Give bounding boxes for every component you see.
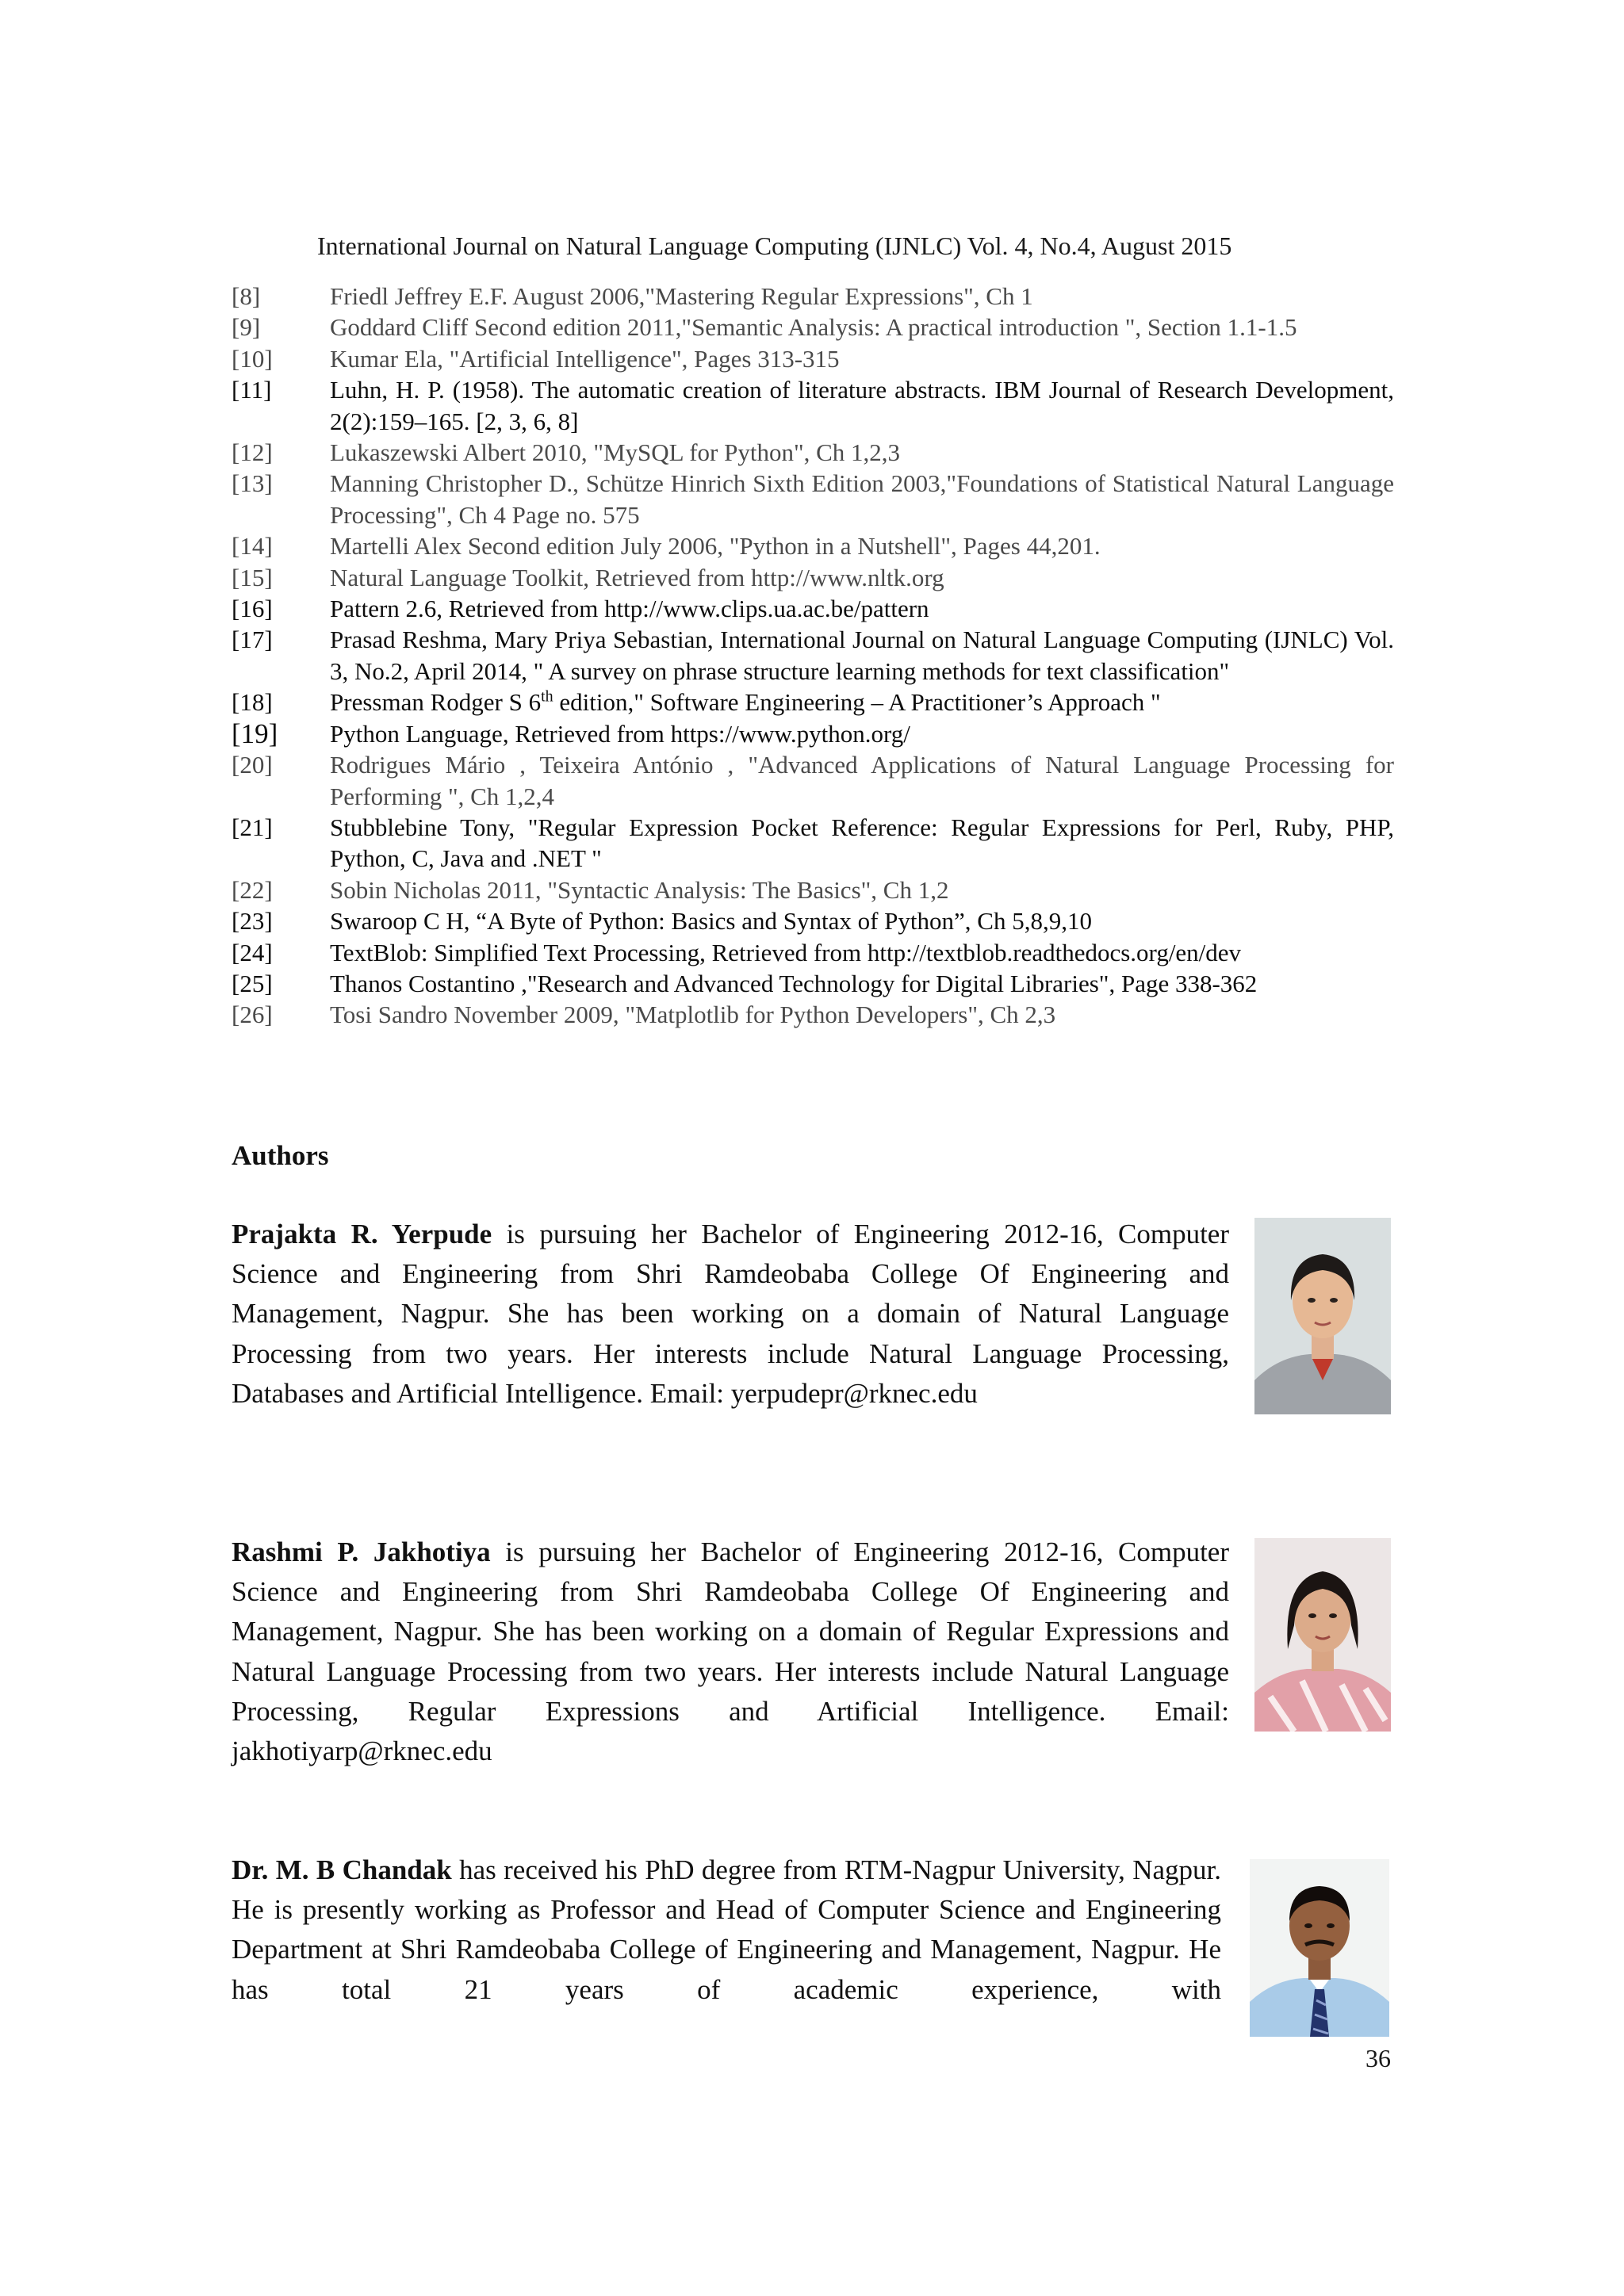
reference-text: Prasad Reshma, Mary Priya Sebastian, International Journal on Natural Language Computing (IJNLC) Vol. 3, No.2, April 2014, " A survey on phrase structure learning methods for text classification": [330, 626, 1394, 685]
reference-item: [232, 624, 1394, 687]
reference-text: Python Language, Retrieved from https://www.python.org/: [330, 719, 910, 748]
author-photo: [1250, 1859, 1389, 2037]
reference-item: [232, 593, 1394, 624]
reference-number: [20]: [232, 751, 273, 779]
author-bio-text: has received his PhD degree from RTM-Nagpur University, Nagpur. He is presently working as Professor and Head of Computer Science and Engineering Department at Shri Ramdeobaba College of Engineering and Management, Nagpur. He has total 21 years of academic experience, with: [232, 1854, 1221, 2005]
reference-item: [232, 968, 1394, 999]
reference-item: [232, 562, 1394, 593]
reference-number: [17]: [232, 626, 273, 654]
reference-number: [9]: [232, 313, 261, 342]
reference-text: Pattern 2.6, Retrieved from http://www.clips.ua.ac.be/pattern: [330, 595, 929, 623]
reference-item: [232, 749, 1394, 812]
reference-text: Tosi Sandro November 2009, "Matplotlib for Python Developers", Ch 2,3: [330, 1001, 1056, 1029]
reference-text: Thanos Costantino ,"Research and Advanced Technology for Digital Libraries", Page 338-362: [330, 969, 1258, 997]
reference-item: [232, 281, 1394, 312]
reference-item: [232, 999, 1394, 1030]
reference-number: [16]: [232, 595, 273, 623]
reference-item: [232, 687, 1394, 718]
reference-item: [232, 718, 1394, 749]
author-bio: [232, 1215, 1229, 1414]
reference-item: [232, 468, 1394, 530]
reference-number: [19]: [232, 718, 278, 749]
reference-text: Swaroop C H, “A Byte of Python: Basics and Syntax of Python”, Ch 5,8,9,10: [330, 907, 1092, 936]
author-bio-text: is pursuing her Bachelor of Engineering 2012-16, Computer Science and Engineering from Shri Ramdeobaba College Of Engineering and Management, Nagpur. She has been working on a domain of Natural Language Processing from two years. Her interests include Natural Language Processing, Databases and Artificial Intelligence. Email: yerpudepr@rknec.edu: [232, 1219, 1229, 1409]
reference-number: [21]: [232, 813, 273, 841]
reference-number: [23]: [232, 907, 273, 936]
reference-text: Rodrigues Mário , Teixeira António , "Advanced Applications of Natural Language Processing for Performing ", Ch 1,2,4: [330, 751, 1394, 810]
reference-text: Stubblebine Tony, "Regular Expression Pocket Reference: Regular Expressions for Perl, Ruby, PHP, Python, C, Java and .NET ": [330, 813, 1394, 873]
reference-number: [14]: [232, 532, 273, 561]
reference-text: Kumar Ela, "Artificial Intelligence", Pages 313-315: [330, 344, 840, 373]
reference-text: TextBlob: Simplified Text Processing, Retrieved from http://textblob.readthedocs.org/en/dev: [330, 938, 1242, 966]
superscript: th: [541, 687, 553, 706]
reference-item: [232, 437, 1394, 468]
reference-number: [10]: [232, 344, 273, 373]
author-bio-text: is pursuing her Bachelor of Engineering 2012-16, Computer Science and Engineering from Shri Ramdeobaba College Of Engineering and Management, Nagpur. She has been working on a domain of Regular Expressions and Natural Language Processing from two years. Her interests include Natural Language Processing, Regular Expressions and Artificial Intelligence. Email: jakhotiyarp@rknec.edu: [232, 1536, 1229, 1767]
running-header: International Journal on Natural Language Computing (IJNLC) Vol. 4, No.4, August 2015: [317, 232, 1232, 260]
reference-text: Manning Christopher D., Schütze Hinrich Sixth Edition 2003,"Foundations of Statistical Natural Language Processing", Ch 4 Page no. 575: [330, 469, 1394, 529]
reference-number: [18]: [232, 688, 273, 717]
reference-text-part: Pressman Rodger S 6: [330, 688, 542, 717]
page-number: 36: [1365, 2044, 1391, 2072]
reference-text-part: edition," Software Engineering – A Practitioner’s Approach ": [553, 688, 1161, 717]
reference-list: [232, 281, 1394, 1031]
reference-text: Friedl Jeffrey E.F. August 2006,"Mastering Regular Expressions", Ch 1: [330, 282, 1033, 310]
reference-number: [13]: [232, 469, 273, 498]
reference-number: [11]: [232, 376, 272, 404]
reference-text: Lukaszewski Albert 2010, "MySQL for Python", Ch 1,2,3: [330, 438, 901, 467]
author-photo: [1254, 1538, 1391, 1732]
author-name: Dr. M. B Chandak: [232, 1854, 452, 1885]
reference-item: [232, 937, 1394, 968]
reference-text: Sobin Nicholas 2011, "Syntactic Analysis: The Basics", Ch 1,2: [330, 875, 949, 904]
reference-item: [232, 812, 1394, 874]
reference-item: [232, 905, 1394, 936]
author-photo: [1254, 1218, 1391, 1414]
author-bio: [232, 1850, 1221, 2010]
reference-text: Luhn, H. P. (1958). The automatic creation of literature abstracts. IBM Journal of Research Development, 2(2):159–165. [2, 3, 6, 8]: [330, 376, 1394, 435]
reference-text: [330, 687, 1394, 718]
reference-number: [12]: [232, 438, 273, 467]
reference-item: [232, 530, 1394, 561]
author-name: Prajakta R. Yerpude: [232, 1219, 492, 1249]
reference-text: Martelli Alex Second edition July 2006, "Python in a Nutshell", Pages 44,201.: [330, 532, 1101, 561]
reference-item: [232, 374, 1394, 437]
reference-text: Goddard Cliff Second edition 2011,"Semantic Analysis: A practical introduction ", Section 1.1-1.5: [330, 313, 1297, 342]
reference-number: [15]: [232, 563, 273, 591]
reference-number: [22]: [232, 875, 273, 904]
author-bio: [232, 1533, 1229, 1771]
reference-item: [232, 312, 1394, 342]
reference-number: [26]: [232, 1001, 273, 1029]
reference-number: [25]: [232, 969, 273, 997]
reference-number: [24]: [232, 938, 273, 966]
reference-text: Natural Language Toolkit, Retrieved from http://www.nltk.org: [330, 563, 944, 591]
author-name: Rashmi P. Jakhotiya: [232, 1536, 491, 1567]
reference-item: [232, 343, 1394, 374]
authors-heading: Authors: [232, 1140, 329, 1171]
reference-number: [8]: [232, 282, 261, 310]
reference-item: [232, 874, 1394, 905]
